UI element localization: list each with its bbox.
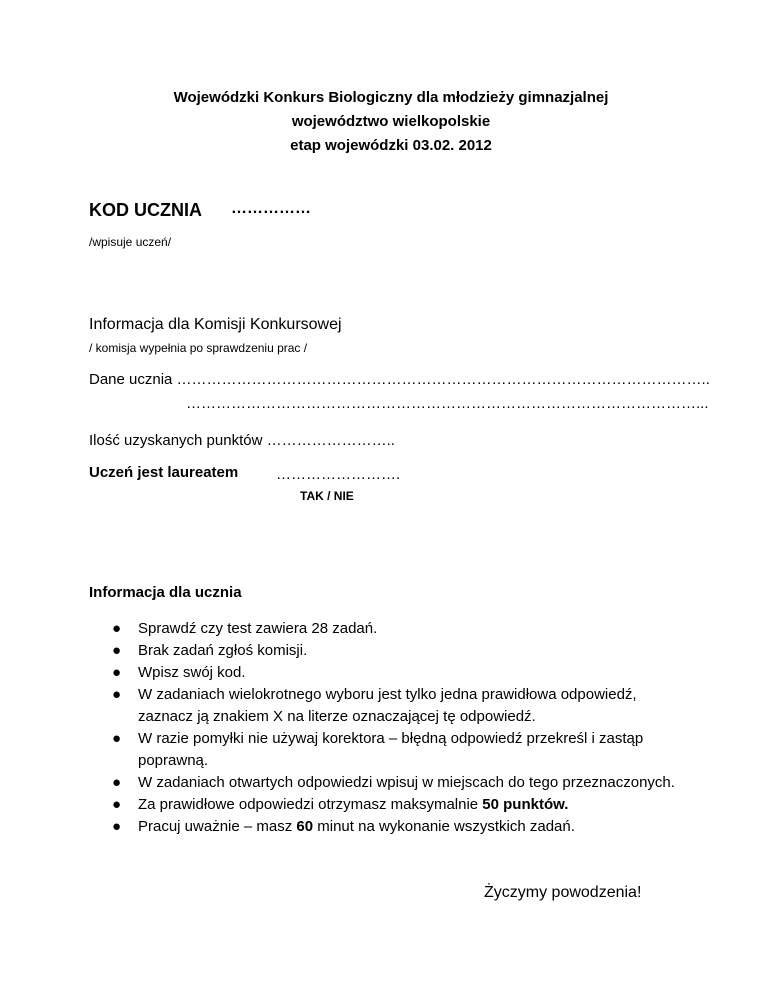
student-data-field-line-2[interactable]: …………………………………………………………………………………………... — [186, 395, 709, 412]
bullet-icon: ● — [112, 664, 122, 681]
student-code-field[interactable]: …………… — [231, 200, 311, 217]
list-item: ● W zadaniach otwartych odpowiedzi wpisuj w miejscach do tego przeznaczonych. — [112, 772, 692, 794]
header-line-1: Wojewódzki Konkurs Biologiczny dla młodzieży gimnazjalnej — [173, 89, 609, 106]
laureate-label: Uczeń jest laureatem — [89, 464, 239, 481]
list-item: ● Sprawdź czy test zawiera 28 zadań. — [112, 618, 692, 640]
list-item: ● Pracuj uważnie – masz 60 minut na wykonanie wszystkich zadań. — [112, 816, 692, 838]
student-code-note: /wpisuje uczeń/ — [89, 235, 172, 249]
bullet-icon: ● — [112, 642, 122, 659]
bullet-icon: ● — [112, 730, 122, 747]
bullet-icon: ● — [112, 620, 122, 637]
student-data-field-line-1[interactable]: Dane ucznia …………………………………………………………………………………………….. — [89, 371, 710, 388]
closing-wish: Życzymy powodzenia! — [484, 884, 642, 901]
rules-list — [112, 618, 692, 838]
student-info-title: Informacja dla ucznia — [89, 584, 242, 601]
header-line-3: etap wojewódzki 03.02. 2012 — [290, 137, 492, 154]
committee-info-title: Informacja dla Komisji Konkursowej — [89, 316, 342, 333]
laureate-field[interactable]: ……………………. — [276, 466, 401, 483]
bullet-icon: ● — [112, 774, 122, 791]
bullet-icon: ● — [112, 686, 122, 703]
points-field[interactable]: Ilość uzyskanych punktów …………………….. — [89, 432, 395, 449]
yes-no-hint: TAK / NIE — [300, 489, 354, 503]
bullet-icon: ● — [112, 818, 122, 835]
header-line-2: województwo wielkopolskie — [291, 113, 491, 130]
student-code-label: KOD UCZNIA — [89, 200, 202, 220]
list-item: ● W razie pomyłki nie używaj korektora – błędną odpowiedź przekreśl i zastąp poprawną. — [112, 730, 644, 769]
committee-info-note: / komisja wypełnia po sprawdzeniu prac / — [89, 341, 308, 355]
list-item: ● Brak zadań zgłoś komisji. — [112, 640, 692, 662]
student-code-row — [89, 200, 311, 221]
document-header — [0, 86, 768, 158]
list-item: ● W zadaniach wielokrotnego wyboru jest tylko jedna prawidłowa odpowiedź, zaznacz ją znakiem X na literze oznaczającej tę odpowiedź. — [112, 686, 637, 725]
list-item: ● Wpisz swój kod. — [112, 662, 692, 684]
bullet-icon: ● — [112, 796, 122, 813]
list-item: ● Za prawidłowe odpowiedzi otrzymasz maksymalnie 50 punktów. — [112, 794, 692, 816]
